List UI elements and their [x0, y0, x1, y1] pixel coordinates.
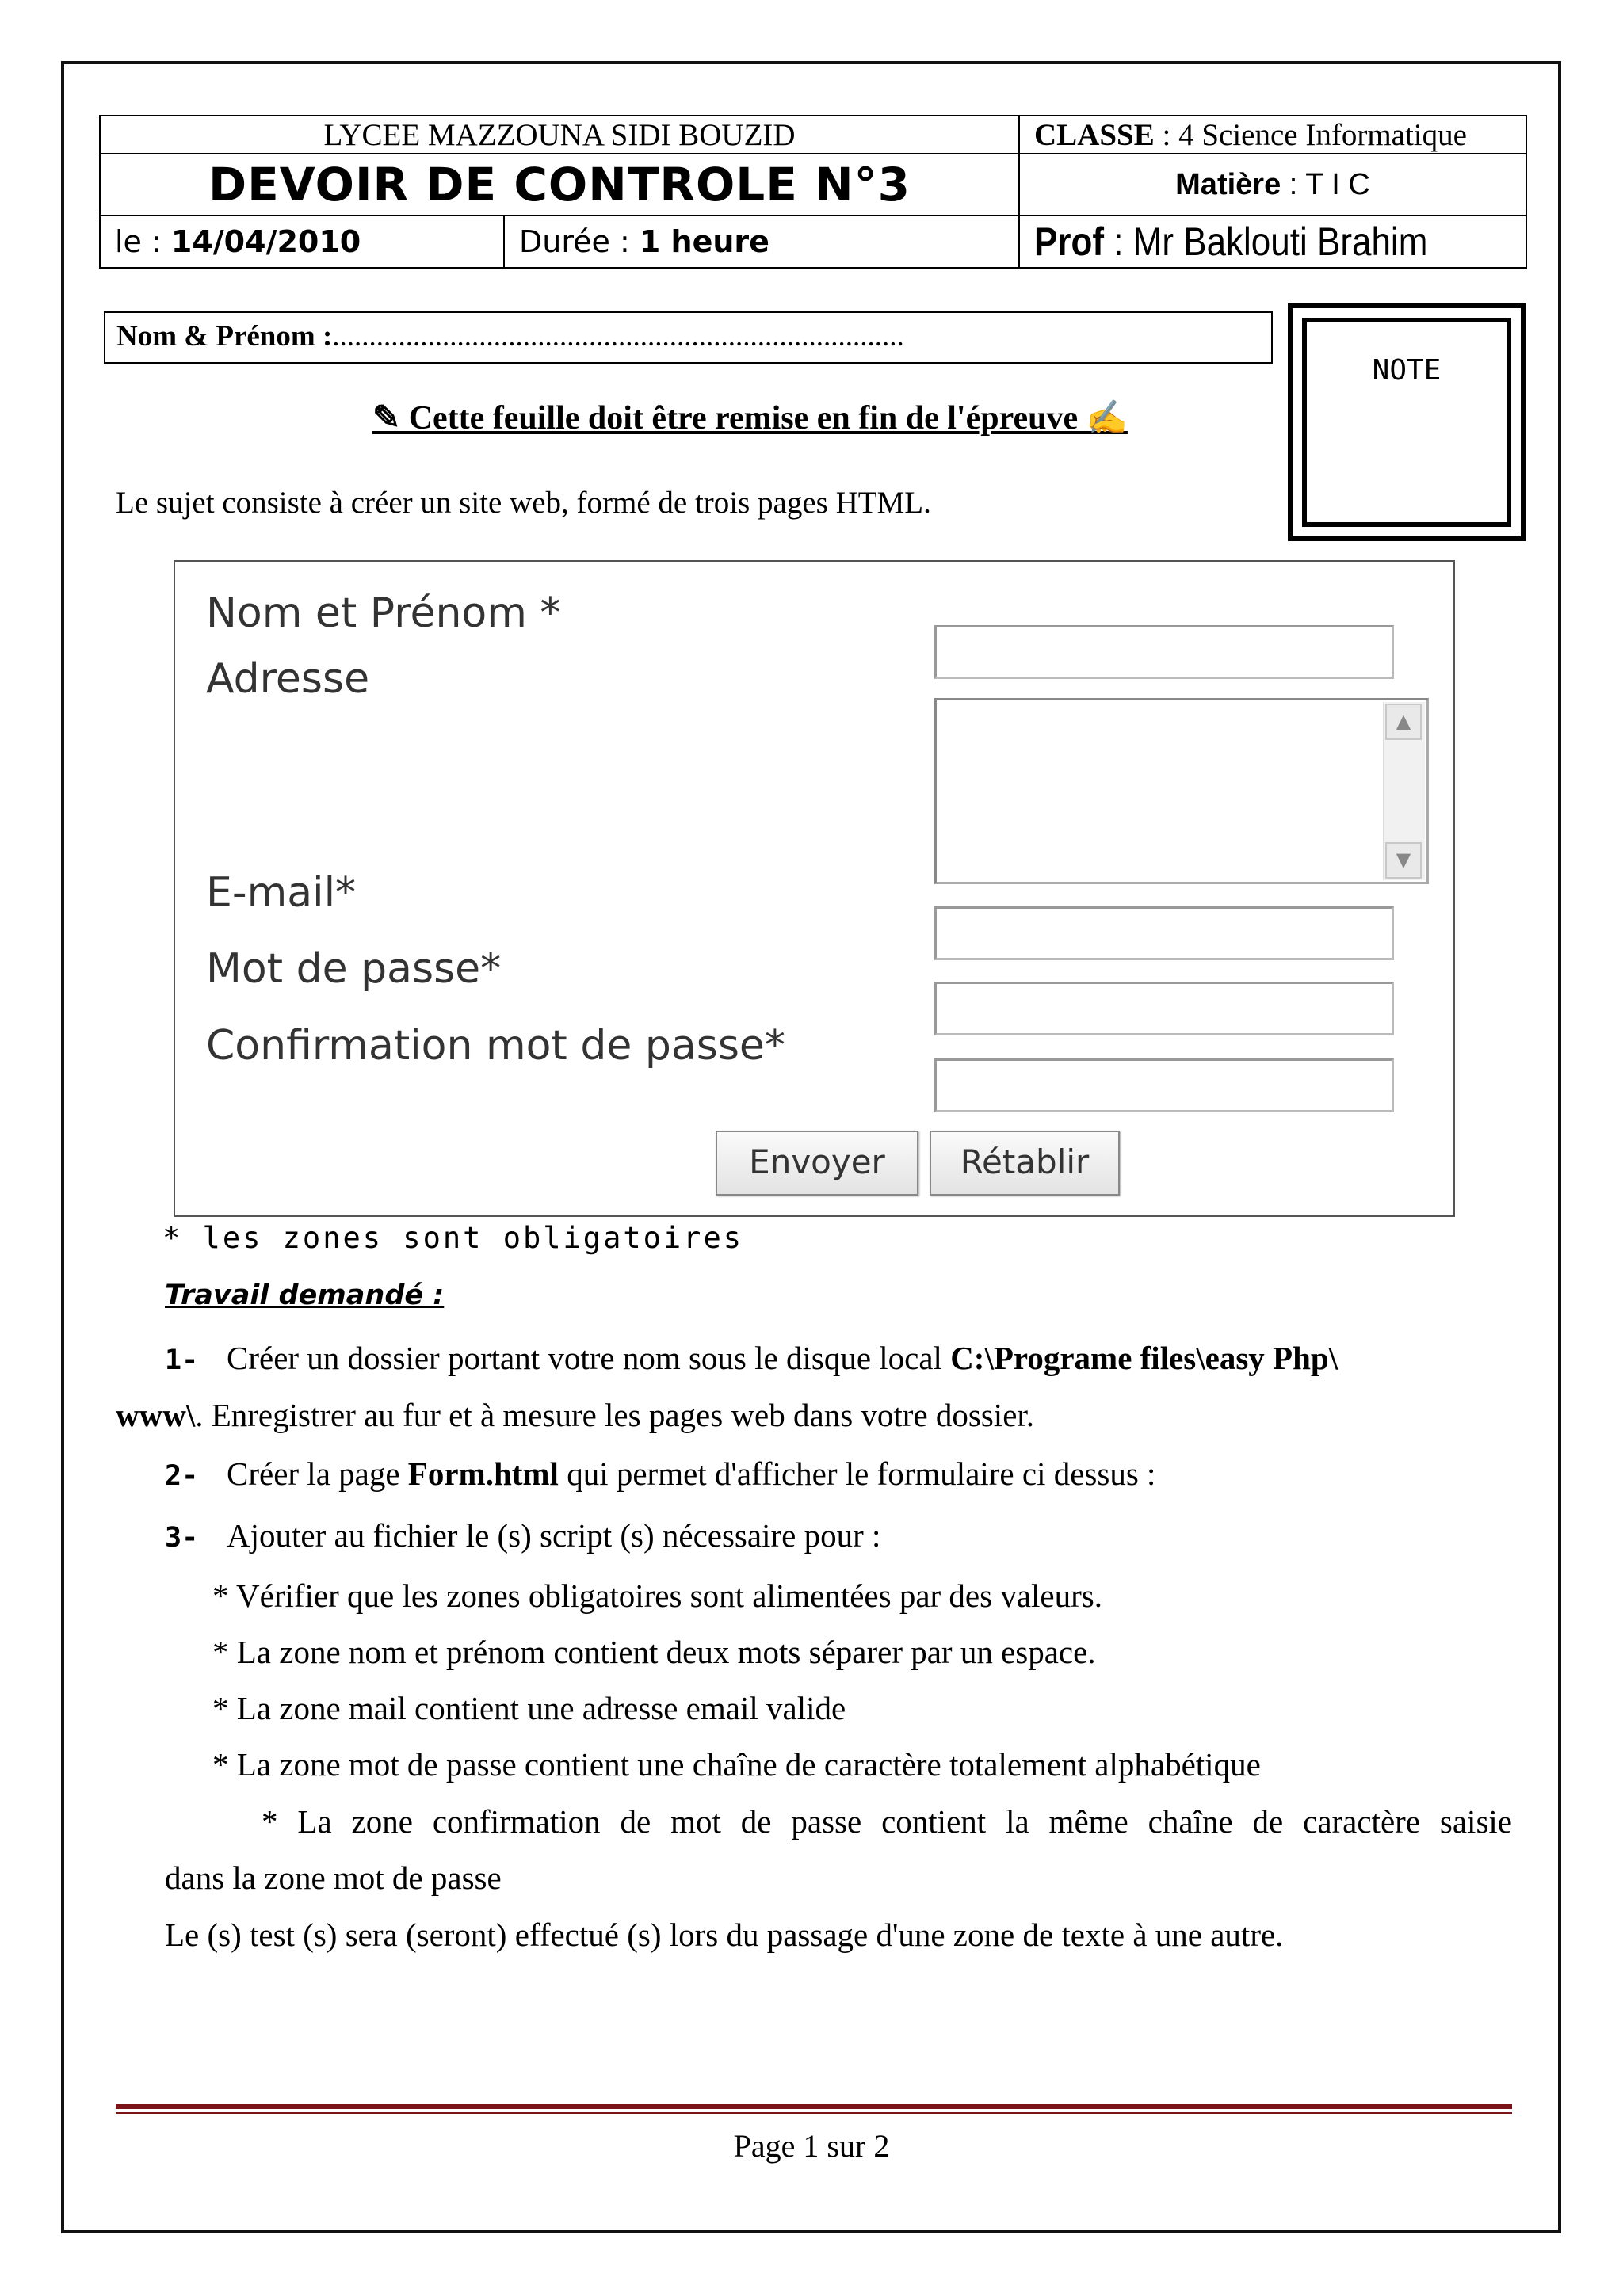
date-label: le :: [115, 224, 162, 259]
classe-label: CLASSE: [1034, 117, 1155, 152]
email-input[interactable]: [934, 906, 1394, 960]
item-1-number: 1-: [165, 1344, 199, 1376]
password-input[interactable]: [934, 982, 1394, 1035]
scroll-down-icon[interactable]: ▼: [1385, 842, 1422, 879]
school-name: LYCEE MAZZOUNA SIDI BOUZID: [100, 116, 1019, 154]
item-2-text-end: qui permet d'afficher le formulaire ci dessus :: [558, 1455, 1156, 1492]
form-screenshot: [174, 560, 1455, 1217]
item-2: [165, 1455, 1155, 1493]
nom-prenom-field: [104, 311, 1273, 364]
header-table: [99, 115, 1527, 269]
bullet-5-line1: * La zone confirmation de mot de passe contient la même chaîne de caractère saisie: [262, 1803, 1512, 1840]
classe-value: : 4 Science Informatique: [1162, 117, 1467, 152]
note-box: [1288, 303, 1526, 541]
item-1-text-end: . Enregistrer au fur et à mesure les pages web dans votre dossier.: [195, 1397, 1035, 1433]
note-label: NOTE: [1372, 354, 1442, 387]
label-email: E-mail*: [206, 869, 357, 917]
scrollbar[interactable]: [1383, 702, 1425, 880]
travail-heading: Travail demandé :: [165, 1280, 445, 1311]
bullet-2: * La zone nom et prénom contient deux mots séparer par un espace.: [212, 1634, 1096, 1670]
obligatoires-note: * les zones sont obligatoires: [162, 1221, 744, 1255]
prof-value: : Mr Baklouti Brahim: [1113, 219, 1428, 264]
item-3: [165, 1516, 880, 1554]
bullet-4: * La zone mot de passe contient une chaîne de caractère totalement alphabétique: [212, 1746, 1261, 1783]
item-2-number: 2-: [165, 1460, 199, 1492]
label-confirmation: Confirmation mot de passe*: [206, 1022, 785, 1070]
remise-instruction: ✎ Cette feuille doit être remise en fin de l'épreuve ✍: [372, 400, 1128, 437]
item-2-text: Créer la page: [227, 1455, 408, 1492]
bullet-1: * Vérifier que les zones obligatoires sont alimentées par des valeurs.: [212, 1577, 1102, 1614]
date-cell: [100, 215, 504, 268]
note-inner-frame: [1302, 318, 1511, 527]
adresse-textarea[interactable]: [934, 698, 1429, 884]
duree-value: 1 heure: [639, 224, 769, 259]
matiere-value: : T I C: [1289, 167, 1370, 201]
item-1-line1: [165, 1339, 1338, 1377]
bullet-5-line2: dans la zone mot de passe: [165, 1859, 502, 1896]
page-number: Page 1 sur 2: [733, 2128, 890, 2164]
scroll-up-icon[interactable]: ▲: [1385, 704, 1422, 740]
duree-label: Durée :: [519, 224, 630, 259]
prof-label: Prof: [1034, 219, 1105, 264]
item-1-text: Créer un dossier portant votre nom sous le disque local: [227, 1340, 951, 1376]
intro-text: Le sujet consiste à créer un site web, formé de trois pages HTML.: [116, 486, 931, 520]
date-value: 14/04/2010: [170, 224, 361, 259]
classe-cell: [1019, 116, 1526, 154]
footer-rule-thin: [116, 2112, 1512, 2114]
nom-label: Nom & Prénom :: [116, 320, 333, 353]
retablir-button[interactable]: Rétablir: [930, 1131, 1120, 1196]
item-2-filename: Form.html: [407, 1455, 559, 1492]
envoyer-button[interactable]: Envoyer: [716, 1131, 918, 1196]
bullet-3: * La zone mail contient une adresse email valide: [212, 1690, 846, 1726]
matiere-label: Matière: [1175, 167, 1281, 201]
label-mot-de-passe: Mot de passe*: [206, 945, 502, 993]
matiere-cell: [1019, 154, 1526, 215]
label-nom: Nom et Prénom *: [206, 589, 561, 637]
label-adresse: Adresse: [206, 655, 370, 703]
item-3-number: 3-: [165, 1522, 199, 1554]
page-title: DEVOIR DE CONTROLE N°3: [100, 154, 1019, 215]
nom-input[interactable]: [934, 625, 1394, 679]
final-note: Le (s) test (s) sera (seront) effectué (s) lors du passage d'une zone de texte à une autre.: [165, 1917, 1284, 1953]
confirm-password-input[interactable]: [934, 1058, 1394, 1112]
nom-dots: ..............................................................................: [332, 320, 904, 353]
item-1-path-end: www\: [116, 1397, 196, 1433]
item-1-line2: [116, 1396, 1034, 1434]
item-3-text: Ajouter au fichier le (s) script (s) nécessaire pour :: [227, 1517, 881, 1554]
item-1-path: C:\Programe files\easy Php\: [950, 1340, 1338, 1376]
duree-cell: [504, 215, 1019, 268]
prof-cell: [1019, 215, 1526, 268]
footer-rule: [116, 2104, 1512, 2109]
